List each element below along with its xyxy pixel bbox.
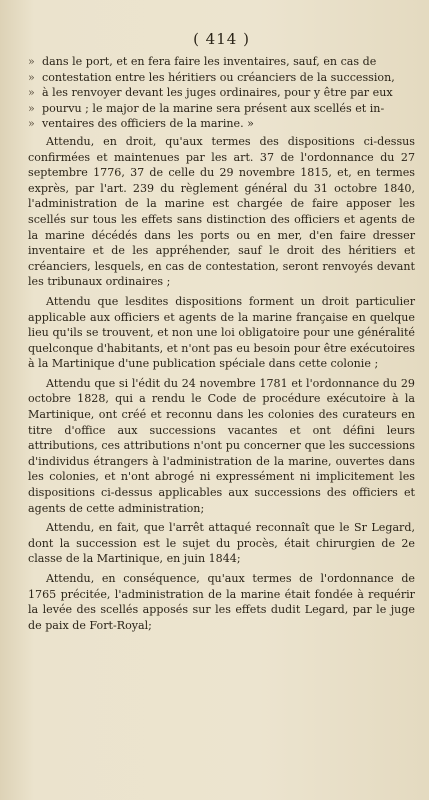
quoted-passage [28,54,415,132]
paragraph-fait: Attendu, en fait, que l'arrêt attaqué reconnaît que le Sr Legard, dont la succession est le sujet du procès, était chirurgien de 2e classe de la Martinique, en juin 1844; [28,521,415,566]
quote-line: » ventaires des officiers de la marine. » [28,117,254,131]
quote-mark: » [28,86,35,100]
page-number: ( 414 ) [193,30,250,48]
quote-line: » contestation entre les héritiers ou créanciers de la succession, [28,70,395,84]
paragraph-consequence: Attendu, en conséquence, qu'aux termes de l'ordonnance de 1765 précitée, l'administration de la marine était fondée à requérir la levée des scellés apposés sur les effets dudit Legard, par le juge de paix de Fort-Royal; [28,572,415,632]
paragraph-droit: Attendu, en droit, qu'aux termes des dispositions ci-dessus confirmées et maintenues par les art. 37 de l'ordonnance du 27 septembre 1776, 37 de celle du 29 novembre 1815, et, en termes exprès, par l'art. 239 du règlement général du 31 octobre 1840, l'administration de la marine est chargée de faire apposer les scellés sur tous les effets sans distinction des officiers et agents de la marine décédés dans les ports ou en mer, d'en faire dresser inventaire et de les appréhender, sauf le droit des héritiers et créanciers, lesquels, en cas de contestation, seront renvoyés devant les tribunaux ordinaires ; [28,134,415,289]
quote-mark: » [28,55,35,68]
quote-mark: » [28,101,35,115]
paragraph-edit: Attendu que si l'édit du 24 novembre 1781 et l'ordonnance du 29 octobre 1828, qui a rendu le Code de procédure exécutoire à la Martinique, ont créé et reconnu dans les colonies des curateurs en titre d'office aux successions vacantes et ont défini leurs attributions, ces attributions n'ont pu concerner que les successions d'individus étrangers à l'administration de la marine, ouvertes dans les colonies, et n'ont abrogé ni expressément ni implicitement les dispositions ci-dessus applicables aux successions des officiers et agents de cette administration; [28,376,415,515]
quote-line: » pourvu ; le major de la marine sera présent aux scellés et in- [28,101,385,115]
quote-mark: » [28,70,35,84]
quote-line: » à les renvoyer devant les juges ordinaires, pour y être par eux [28,86,393,100]
paragraph-dispositions: Attendu que lesdites dispositions forment un droit particulier applicable aux officiers et agents de la marine française en quelque lieu qu'ils se trouvent, et non une loi obligatoire pour une généralité quelconque d'habitants, et n'ont pas eu besoin pour être exécutoires à la Martinique d'une publication spéciale dans cette colonie ; [28,294,415,371]
quote-mark: » [28,117,35,131]
quote-line: » dans le port, et en fera faire les inventaires, sauf, en cas de [28,55,377,68]
